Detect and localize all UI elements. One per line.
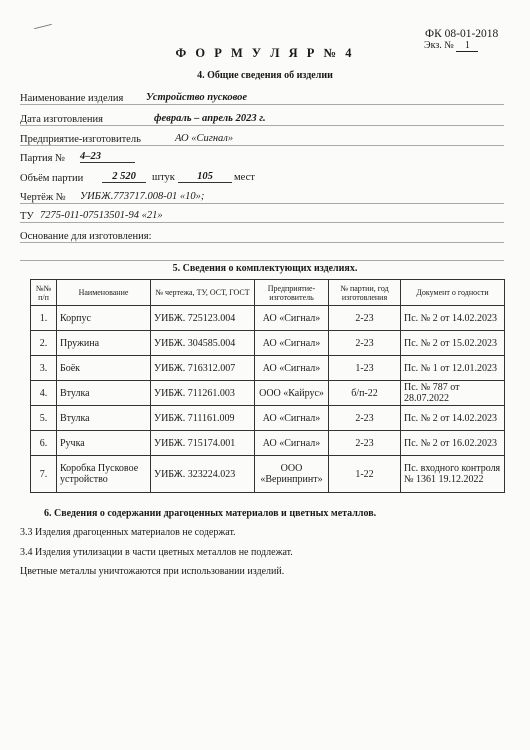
basis-label: Основание для изготовления: (20, 231, 152, 242)
batch-volume-label: Объём партии (20, 173, 84, 184)
table-row (31, 356, 505, 381)
basis-field (20, 228, 504, 243)
drawing-number: УИБЖ. 304585.004 (151, 331, 255, 356)
batch-value: 4–23 (80, 151, 135, 163)
tu-value: 7275-011-07513501-94 «21» (40, 210, 163, 221)
manufacturer-label: Предприятие-изготовитель (20, 134, 141, 145)
row-number: 6. (31, 431, 57, 456)
batch-year: 2-23 (329, 331, 401, 356)
batch-year: 2-23 (329, 431, 401, 456)
precious-metals-note: 3.3 Изделия драгоценных материалов не содержат. (20, 527, 236, 538)
product-name-value: Устройство пусковое (146, 92, 248, 103)
row-number: 7. (31, 456, 57, 493)
manufacturer: АО «Сигнал» (255, 306, 329, 331)
batch-year: 1-22 (329, 456, 401, 493)
table-row (31, 306, 505, 331)
row-number: 3. (31, 356, 57, 381)
document-code: ФК 08-01-2018 (425, 28, 499, 40)
nonferrous-note: Цветные металлы уничтожаются при использовании изделий. (20, 566, 285, 577)
manufacture-date-field (20, 111, 504, 126)
manufacturer: АО «Сигнал» (255, 356, 329, 381)
batch-year: 1-23 (329, 356, 401, 381)
drawing-number: УИБЖ. 711261.003 (151, 381, 255, 406)
copy-number-label: Экз. № (424, 40, 454, 51)
manufacture-date-label: Дата изготовления (20, 114, 103, 125)
component-name: Корпус (57, 306, 151, 331)
drawing-number: УИБЖ. 715174.001 (151, 431, 255, 456)
drawing-number: УИБЖ. 711161.009 (151, 406, 255, 431)
pieces-label: штук (152, 172, 175, 183)
batch-field (20, 150, 140, 164)
form-title: Ф О Р М У Л Я Р № 4 (175, 46, 355, 60)
batch-year: 2-23 (329, 306, 401, 331)
basis-extra-line (20, 246, 504, 261)
manufacturer: АО «Сигнал» (255, 331, 329, 356)
manufacturer: ООО «Кайрус» (255, 381, 329, 406)
fitness-document: Пс. № 2 от 15.02.2023 (401, 331, 505, 356)
section-5-title: 5. Сведения о комплектующих изделиях. (172, 263, 358, 274)
table-row (31, 431, 505, 456)
row-number: 4. (31, 381, 57, 406)
component-name: Коробка Пусковое устройство (57, 456, 151, 493)
drawing-field (20, 189, 504, 204)
batch-label: Партия № (20, 153, 66, 164)
table-row (31, 406, 505, 431)
column-header: Предприятие-изготовитель (255, 280, 329, 306)
drawing-number: УИБЖ. 725123.004 (151, 306, 255, 331)
row-number: 2. (31, 331, 57, 356)
manufacturer: АО «Сигнал» (255, 406, 329, 431)
fitness-document: Пс. № 2 от 16.02.2023 (401, 431, 505, 456)
fitness-document: Пс. № 787 от 28.07.2022 (401, 381, 505, 406)
table-row (31, 381, 505, 406)
batch-year: 2-23 (329, 406, 401, 431)
column-header: № партии, год изготовления (329, 280, 401, 306)
table-header-row (31, 280, 505, 306)
section-4-title: 4. Общие сведения об изделии (197, 70, 333, 81)
column-header: №№ п/п (31, 280, 57, 306)
component-name: Втулка (57, 406, 151, 431)
row-number: 1. (31, 306, 57, 331)
places-value: 105 (178, 171, 232, 183)
component-name: Пружина (57, 331, 151, 356)
manufacturer-value: АО «Сигнал» (175, 133, 234, 144)
fitness-document: Пс. № 2 от 14.02.2023 (401, 406, 505, 431)
batch-volume-field (20, 170, 280, 184)
fitness-document: Пс. входного контроля № 1361 19.12.2022 (401, 456, 505, 493)
component-name: Боёк (57, 356, 151, 381)
row-number: 5. (31, 406, 57, 431)
fitness-document: Пс. № 2 от 14.02.2023 (401, 306, 505, 331)
component-name: Ручка (57, 431, 151, 456)
column-header: № чертежа, ТУ, ОСТ, ГОСТ (151, 280, 255, 306)
tu-field (20, 208, 504, 223)
section-6-title: 6. Сведения о содержании драгоценных материалов и цветных металлов. (44, 508, 377, 519)
places-label: мест (234, 172, 255, 183)
tu-label: ТУ (20, 211, 34, 222)
batch-year: б/п-22 (329, 381, 401, 406)
components-table (30, 279, 505, 493)
pen-mark (34, 24, 52, 29)
drawing-number: УИБЖ. 716312.007 (151, 356, 255, 381)
fitness-document: Пс. № 1 от 12.01.2023 (401, 356, 505, 381)
drawing-value: УИБЖ.773717.008-01 «10»; (80, 191, 205, 202)
drawing-label: Чертёж № (20, 192, 66, 203)
manufacturer: АО «Сигнал» (255, 431, 329, 456)
product-name-label: Наименование изделия (20, 93, 124, 104)
component-name: Втулка (57, 381, 151, 406)
manufacturer-field (20, 131, 504, 146)
column-header: Наименование (57, 280, 151, 306)
recycling-note: 3.4 Изделия утилизации в части цветных металлов не подлежат. (20, 547, 293, 558)
batch-volume-value: 2 520 (102, 171, 146, 183)
table-row (31, 456, 505, 493)
manufacture-date-value: февраль – апрель 2023 г. (154, 113, 266, 124)
table-row (31, 331, 505, 356)
drawing-number: УИБЖ. 323224.023 (151, 456, 255, 493)
copy-number-value: 1 (456, 40, 478, 52)
column-header: Документ о годности (401, 280, 505, 306)
manufacturer: ООО «Веринпринт» (255, 456, 329, 493)
product-name-field (20, 90, 504, 105)
